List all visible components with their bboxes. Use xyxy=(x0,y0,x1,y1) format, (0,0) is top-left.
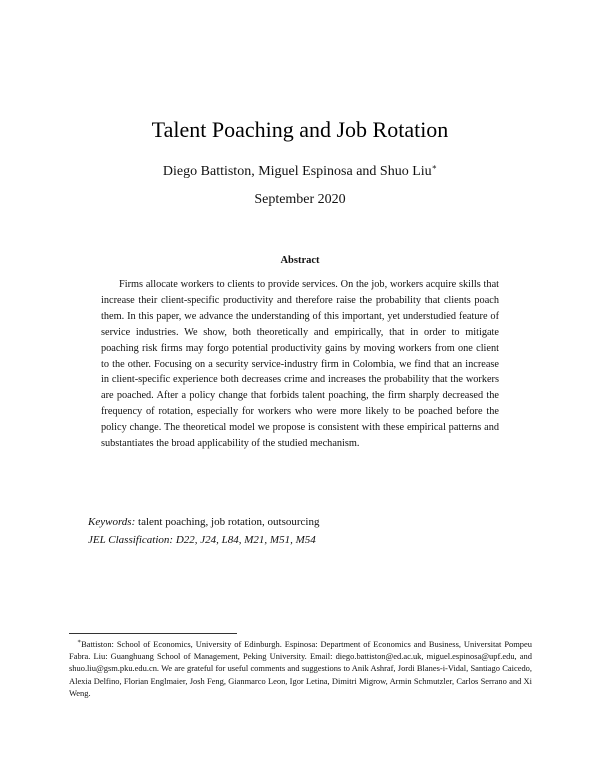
author-footnote-marker: ∗ xyxy=(431,162,438,172)
abstract-body: Firms allocate workers to clients to provide services. On the job, workers acquire skills that increase their client-specific productivity and therefore raise the probability that clients poach them. In this paper, we advance the understanding of this important, yet understudied feature of service industries. We show, both theoretically and empirically, that in order to mitigate poaching risk firms may forgo potential productivity gains by moving workers from one client to the other. Focusing on a security service-industry firm in Colombia, we find that an increase in client-specific experience both decreases crime and increases the probability that the workers are poached. After a policy change that forbids talent poaching, the firm sharply decreased the frequency of rotation, especially for workers who were more likely to be poached before the policy change. The theoretical model we propose is consistent with these empirical patterns and substantiates the broad applicability of the studied mechanism. xyxy=(101,279,499,450)
footnote-divider xyxy=(69,633,237,634)
jel-classification-line xyxy=(88,532,518,548)
publication-date: September 2020 xyxy=(254,192,346,207)
keywords-label: Keywords: xyxy=(88,516,136,528)
authors-text: Diego Battiston, Miguel Espinosa and Shuo Liu xyxy=(162,164,432,179)
author-list xyxy=(0,163,600,181)
footnote-text: Battiston: School of Economics, University of Edinburgh. Espinosa: Department of Economics and Business, Universitat Pompeu Fabra. Liu: Guanghuang School of Management, Peking University. Email: diego.battiston@ed.ac.uk, miguel.espinosa@upf.edu, and shuo.liu@gsm.pku.edu.cn. We are grateful for useful comments and suggestions to Anik Ashraf, Jordi Blanes-i-Vidal, Santiago Caicedo, Alexia Delfino, Florian Englmaier, Josh Feng, Gianmarco Leon, Igor Letina, Dimitri Migrow, Armin Schmutzler, Carlos Serrano and Xi Weng. xyxy=(69,639,532,698)
keywords-line xyxy=(88,514,518,530)
keywords-value: talent poaching, job rotation, outsourcing xyxy=(138,516,320,528)
paper-title: Talent Poaching and Job Rotation xyxy=(151,117,449,142)
abstract-heading: Abstract xyxy=(280,255,320,266)
jel-label: JEL Classification: xyxy=(88,534,174,546)
footnote-marker: ∗ xyxy=(77,639,82,646)
jel-codes: D22, J24, L84, M21, M51, M54 xyxy=(175,534,316,546)
author-footnote xyxy=(69,638,532,699)
